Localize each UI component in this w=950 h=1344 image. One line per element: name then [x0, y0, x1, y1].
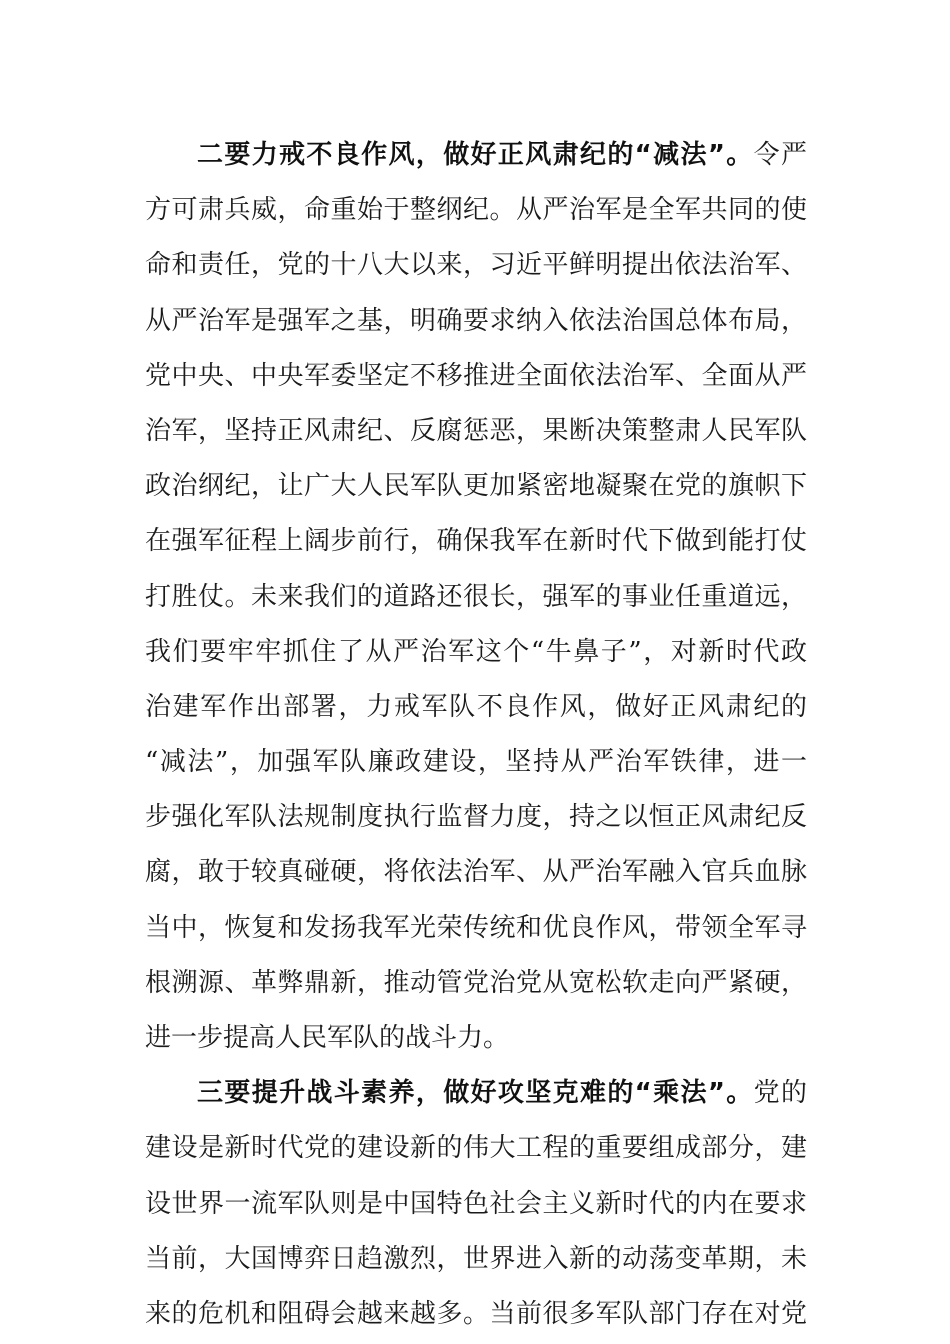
paragraph-1-line: 根溯源、革弊鼎新，推动管党治党从宽松软走向严紧硬， — [145, 967, 807, 998]
paragraph-2-heading: 三要提升战斗素养，做好攻坚克难的“乘法”。 — [197, 1078, 754, 1109]
paragraph-1-line: 当中，恢复和发扬我军光荣传统和优良作风，带领全军寻 — [145, 912, 807, 943]
document-body — [145, 128, 807, 1342]
paragraph-1-line: “减法”，加强军队廉政建设，坚持从严治军铁律，进一 — [145, 747, 807, 778]
paragraph-1-line: 党中央、中央军委坚定不移推进全面依法治军、全面从严 — [145, 360, 807, 391]
paragraph-2-line: 设世界一流军队则是中国特色社会主义新时代的内在要求 — [145, 1188, 807, 1219]
paragraph-1-line: 腐，敢于较真碰硬，将依法治军、从严治军融入官兵血脉 — [145, 857, 807, 888]
paragraph-1-line: 命和责任，党的十八大以来，习近平鲜明提出依法治军、 — [145, 250, 807, 281]
paragraph-2-line: 当前，大国博弈日趋激烈，世界进入新的动荡变革期，未 — [145, 1243, 807, 1274]
paragraph-2-line-1 — [145, 1066, 807, 1121]
paragraph-1-line: 政治纲纪，让广大人民军队更加紧密地凝聚在党的旗帜下 — [145, 471, 807, 502]
paragraph-1-line: 治建军作出部署，力戒军队不良作风，做好正风肃纪的 — [145, 691, 807, 722]
paragraph-2-line: 建设是新时代党的建设新的伟大工程的重要组成部分，建 — [145, 1133, 807, 1164]
paragraph-2-line: 来的危机和阻碍会越来越多。当前很多军队部门存在对党 — [145, 1298, 807, 1329]
paragraph-1-line: 我们要牢牢抓住了从严治军这个“牛鼻子”，对新时代政 — [145, 636, 807, 667]
paragraph-1-line: 方可肃兵威，命重始于整纲纪。从严治军是全军共同的使 — [145, 195, 807, 226]
paragraph-1-line: 步强化军队法规制度执行监督力度，持之以恒正风肃纪反 — [145, 802, 807, 833]
paragraph-1-line-1 — [145, 128, 807, 183]
paragraph-1-line: 打胜仗。未来我们的道路还很长，强军的事业任重道远， — [145, 581, 807, 612]
paragraph-1-text: 令严 — [753, 140, 807, 170]
paragraph-1-heading: 二要力戒不良作风，做好正风肃纪的“减法”。 — [197, 140, 754, 170]
paragraph-2-text: 党的 — [753, 1078, 807, 1109]
paragraph-1-line: 在强军征程上阔步前行，确保我军在新时代下做到能打仗 — [145, 526, 807, 557]
paragraph-1-line-last: 进一步提高人民军队的战斗力。 — [145, 1023, 510, 1053]
paragraph-1-line: 从严治军是强军之基，明确要求纳入依法治国总体布局， — [145, 305, 807, 336]
paragraph-1-line: 治军，坚持正风肃纪、反腐惩恶，果断决策整肃人民军队 — [145, 415, 807, 446]
